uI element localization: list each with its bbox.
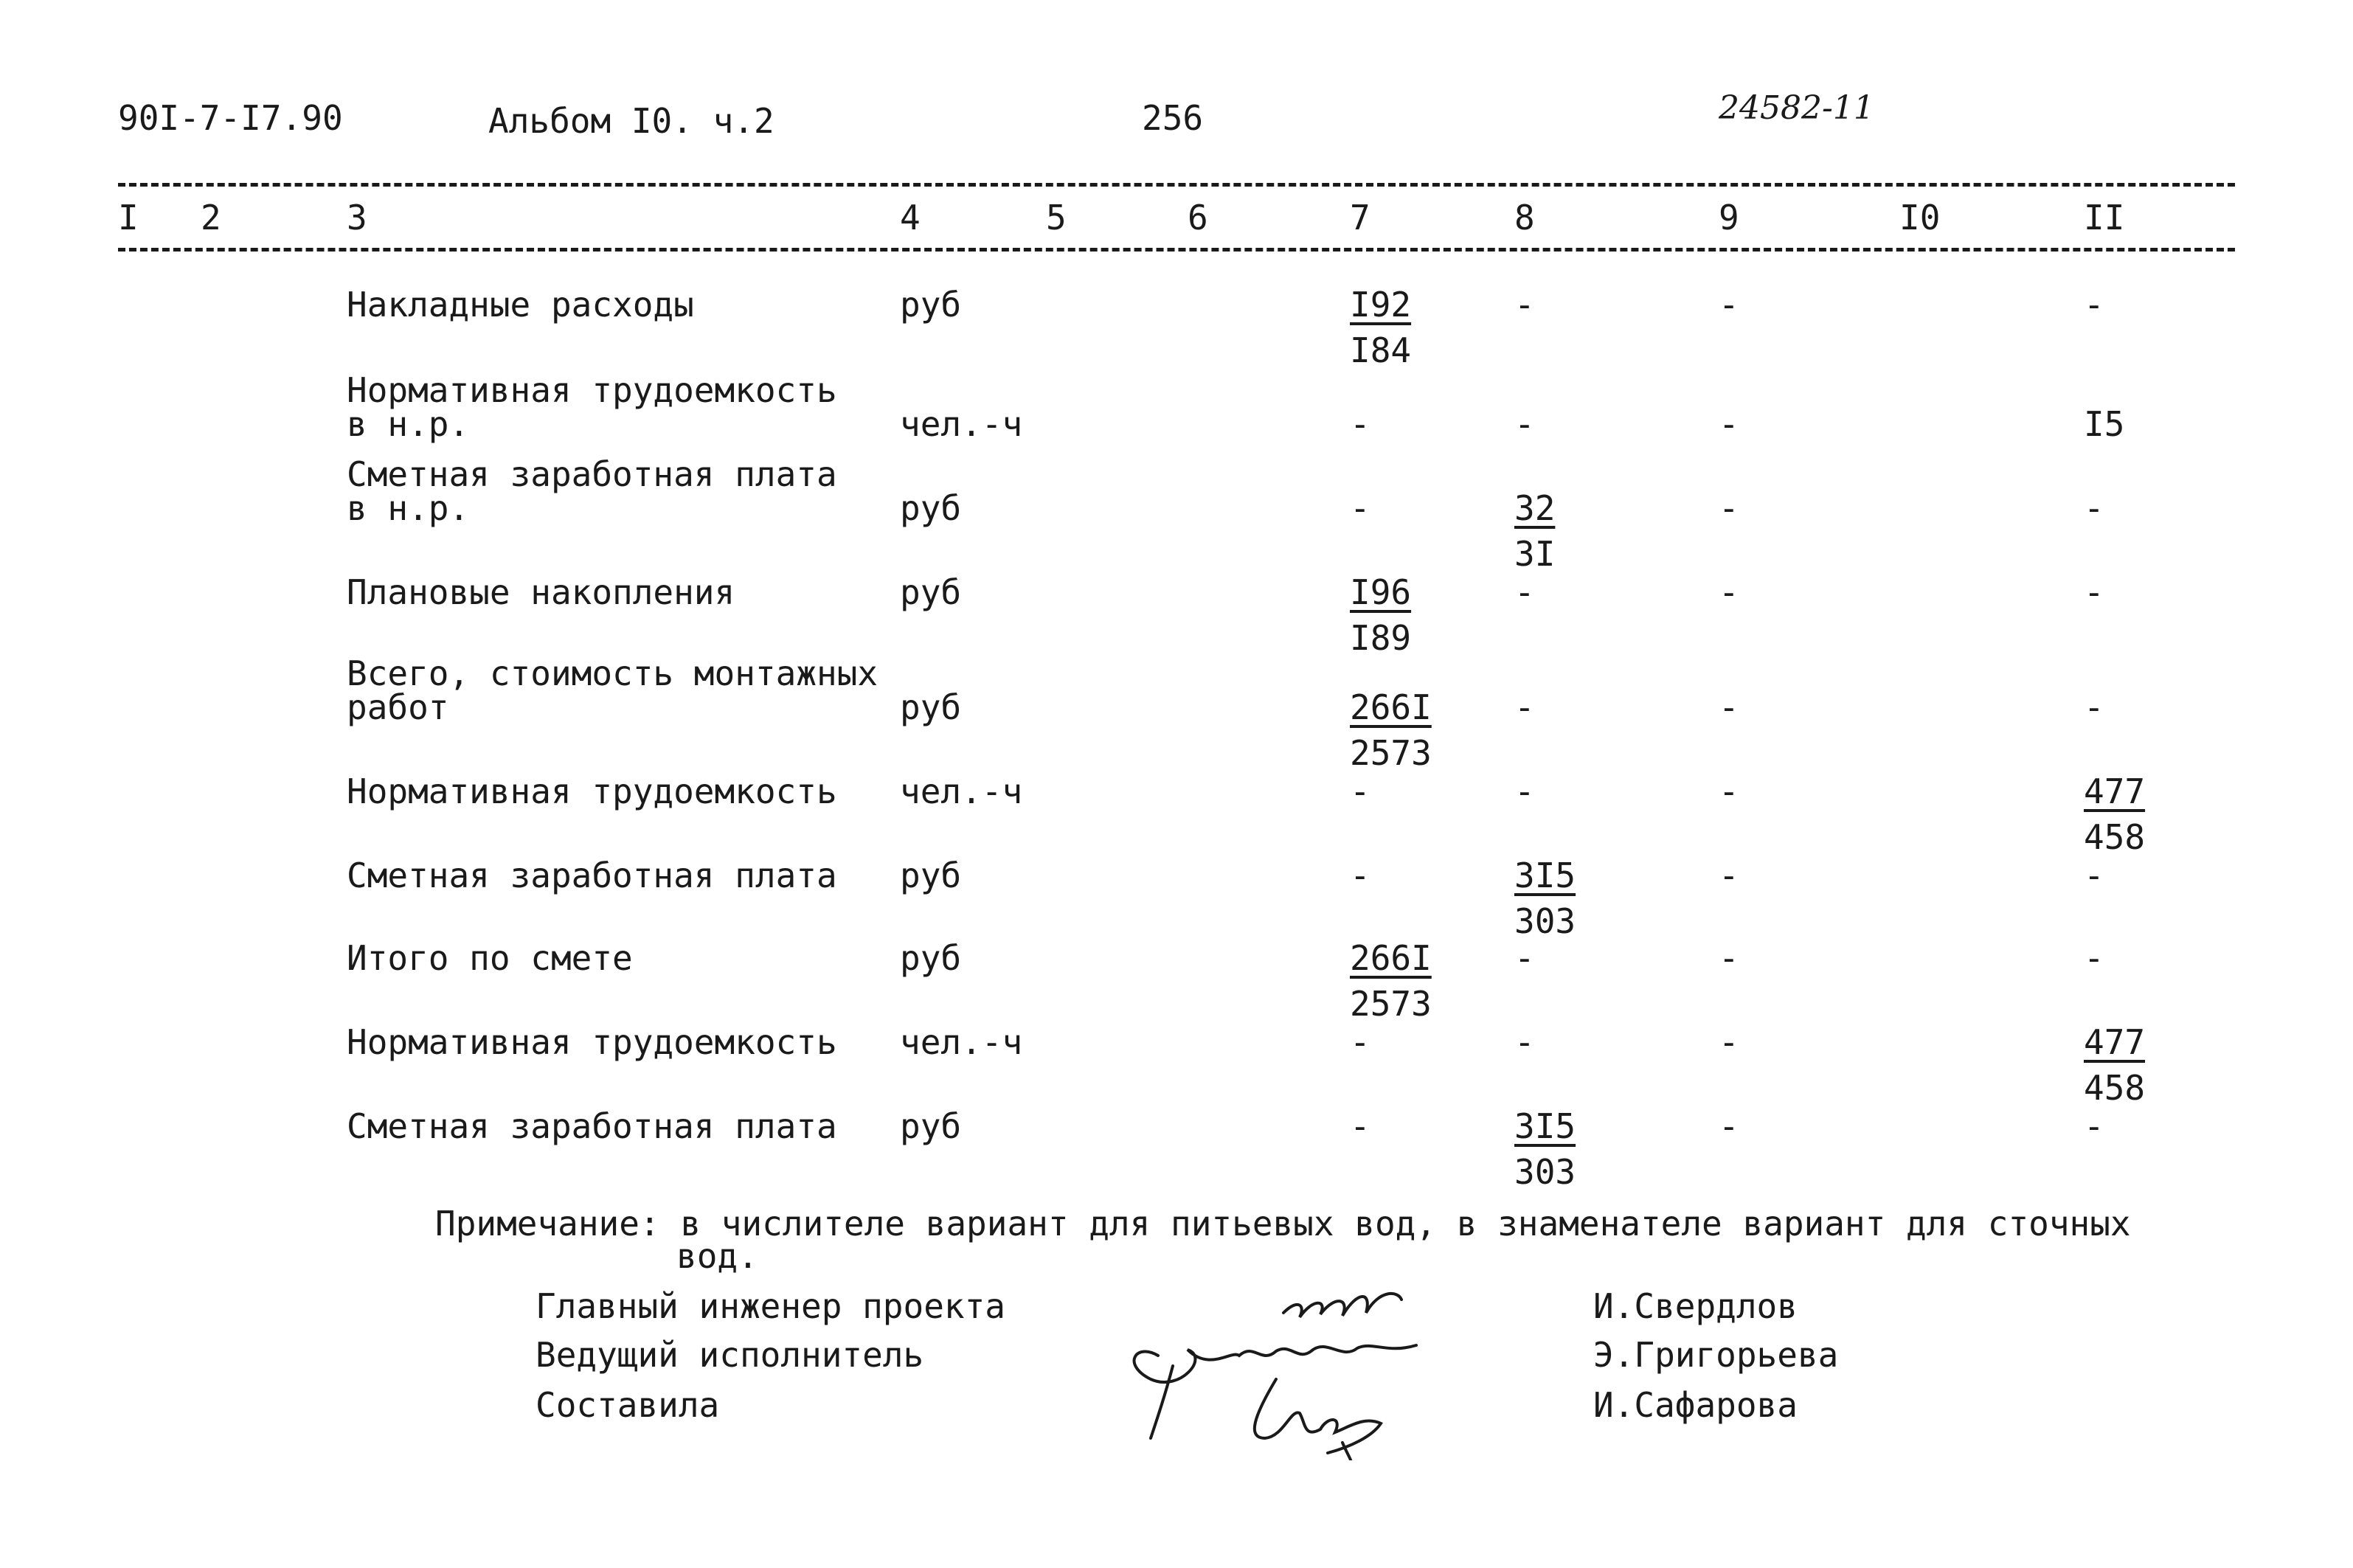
row-2-unit: чел.-ч [900,404,1023,444]
signature-mark-1 [1283,1294,1401,1317]
row-6-col-7: - [1350,771,1370,811]
row-7-col-11: - [2084,856,2104,895]
row-10-col-8-denominator: 303 [1514,1152,1576,1192]
signatory-name-chief-engineer: И.Свердлов [1593,1286,1798,1326]
signature-mark-2 [1134,1345,1416,1382]
row-5-col-9: - [1719,687,1739,727]
row-5-col-7-denominator: 2573 [1350,733,1432,773]
row-8-col-8: - [1514,938,1535,978]
row-1-item-name-line-1: Накладные расходы [347,285,694,325]
header-bottom-rule [118,248,2235,251]
row-8-col-7-denominator: 2573 [1350,984,1432,1024]
row-8-col-7-numerator: 266I [1350,938,1432,978]
row-1-col-7-denominator: I84 [1350,330,1412,370]
row-9-col-8: - [1514,1022,1535,1062]
row-4-col-7-denominator: I89 [1350,618,1412,658]
row-5-col-11: - [2084,687,2104,727]
row-8-unit: руб [900,938,962,978]
row-4-unit: руб [900,572,962,612]
row-1-col-7 [1350,285,1412,370]
row-2-col-7: - [1350,404,1370,444]
header-top-rule [118,183,2235,187]
column-header-7: 7 [1350,198,1370,237]
row-7-col-8 [1514,856,1576,941]
row-8-col-11: - [2084,938,2104,978]
row-5-item-name-line-1: Всего, стоимость монтажных [347,653,879,693]
row-1-unit: руб [900,285,962,325]
row-5-col-8: - [1514,687,1535,727]
handwritten-signatures [1106,1269,1475,1460]
column-header-1: I [118,198,139,237]
row-2-item-name-line-2: в н.р. [347,404,470,444]
row-6-col-9: - [1719,771,1739,811]
signature-mark-4 [1255,1379,1381,1460]
row-3-item-name-line-2: в н.р. [347,488,470,528]
row-3-unit: руб [900,488,962,528]
row-4-col-9: - [1719,572,1739,612]
note-line-2: вод. [676,1236,758,1276]
column-header-8: 8 [1514,198,1535,237]
note-line-1: Примечание: в числителе вариант для питьевых вод, в знаменателе вариант для сточных [435,1204,2131,1243]
row-5-unit: руб [900,687,962,727]
row-9-col-11-denominator: 458 [2084,1068,2146,1108]
row-4-col-11: - [2084,572,2104,612]
signatory-role-compiler: Составила [536,1385,720,1425]
signatory-role-lead-executor: Ведущий исполнитель [536,1335,924,1375]
row-3-col-8-denominator: 3I [1514,534,1556,574]
signatory-name-lead-executor: Э.Григорьева [1593,1335,1839,1375]
row-6-item-name-line-1: Нормативная трудоемкость [347,771,837,811]
album-label: Альбом I0. ч.2 [488,101,774,141]
row-2-col-8: - [1514,404,1535,444]
row-5-col-7-numerator: 266I [1350,687,1432,727]
row-10-col-8-numerator: 3I5 [1514,1106,1576,1146]
row-2-col-9: - [1719,404,1739,444]
row-3-col-8-numerator: 32 [1514,488,1556,528]
row-10-col-7: - [1350,1106,1370,1146]
column-header-11: II [2084,198,2125,237]
row-8-col-9: - [1719,938,1739,978]
row-3-col-8 [1514,488,1556,574]
row-9-col-11 [2084,1022,2146,1108]
column-header-6: 6 [1188,198,1208,237]
row-7-col-8-denominator: 303 [1514,901,1576,941]
column-header-5: 5 [1046,198,1067,237]
row-8-item-name-line-1: Итого по смете [347,938,633,978]
row-4-item-name-line-1: Плановые накопления [347,572,735,612]
row-3-col-9: - [1719,488,1739,528]
row-8-col-7 [1350,938,1432,1024]
document-code: 90I-7-I7.90 [118,98,343,138]
handwritten-reference-number: 24582-11 [1719,89,1874,127]
page-number: 256 [1142,98,1204,138]
row-1-col-7-numerator: I92 [1350,285,1412,325]
row-9-col-9: - [1719,1022,1739,1062]
column-header-2: 2 [201,198,221,237]
row-9-unit: чел.-ч [900,1022,1023,1062]
row-4-col-8: - [1514,572,1535,612]
row-1-col-9: - [1719,285,1739,325]
row-10-col-11: - [2084,1106,2104,1146]
column-header-10: I0 [1899,198,1941,237]
row-5-col-7 [1350,687,1432,773]
row-6-col-11 [2084,771,2146,857]
column-header-9: 9 [1719,198,1739,237]
row-6-unit: чел.-ч [900,771,1023,811]
row-4-col-7-numerator: I96 [1350,572,1412,612]
row-3-col-7: - [1350,488,1370,528]
signature-mark-3 [1151,1366,1173,1438]
row-7-col-9: - [1719,856,1739,895]
row-10-unit: руб [900,1106,962,1146]
row-6-col-11-numerator: 477 [2084,771,2146,811]
row-4-col-7 [1350,572,1412,658]
row-9-col-7: - [1350,1022,1370,1062]
row-10-item-name-line-1: Сметная заработная плата [347,1106,837,1146]
row-3-item-name-line-1: Сметная заработная плата [347,454,837,494]
row-2-item-name-line-1: Нормативная трудоемкость [347,370,837,410]
row-7-col-7: - [1350,856,1370,895]
row-7-item-name-line-1: Сметная заработная плата [347,856,837,895]
row-7-unit: руб [900,856,962,895]
row-1-col-8: - [1514,285,1535,325]
row-9-col-11-numerator: 477 [2084,1022,2146,1062]
row-1-col-11: - [2084,285,2104,325]
signatory-name-compiler: И.Сафарова [1593,1385,1798,1425]
row-2-col-11: I5 [2084,404,2125,444]
row-5-item-name-line-2: работ [347,687,449,727]
column-header-3: 3 [347,198,367,237]
row-10-col-8 [1514,1106,1576,1192]
row-10-col-9: - [1719,1106,1739,1146]
row-3-col-11: - [2084,488,2104,528]
row-9-item-name-line-1: Нормативная трудоемкость [347,1022,837,1062]
column-header-4: 4 [900,198,921,237]
signatory-role-chief-engineer: Главный инженер проекта [536,1286,1005,1326]
row-6-col-11-denominator: 458 [2084,817,2146,857]
row-6-col-8: - [1514,771,1535,811]
row-7-col-8-numerator: 3I5 [1514,856,1576,895]
